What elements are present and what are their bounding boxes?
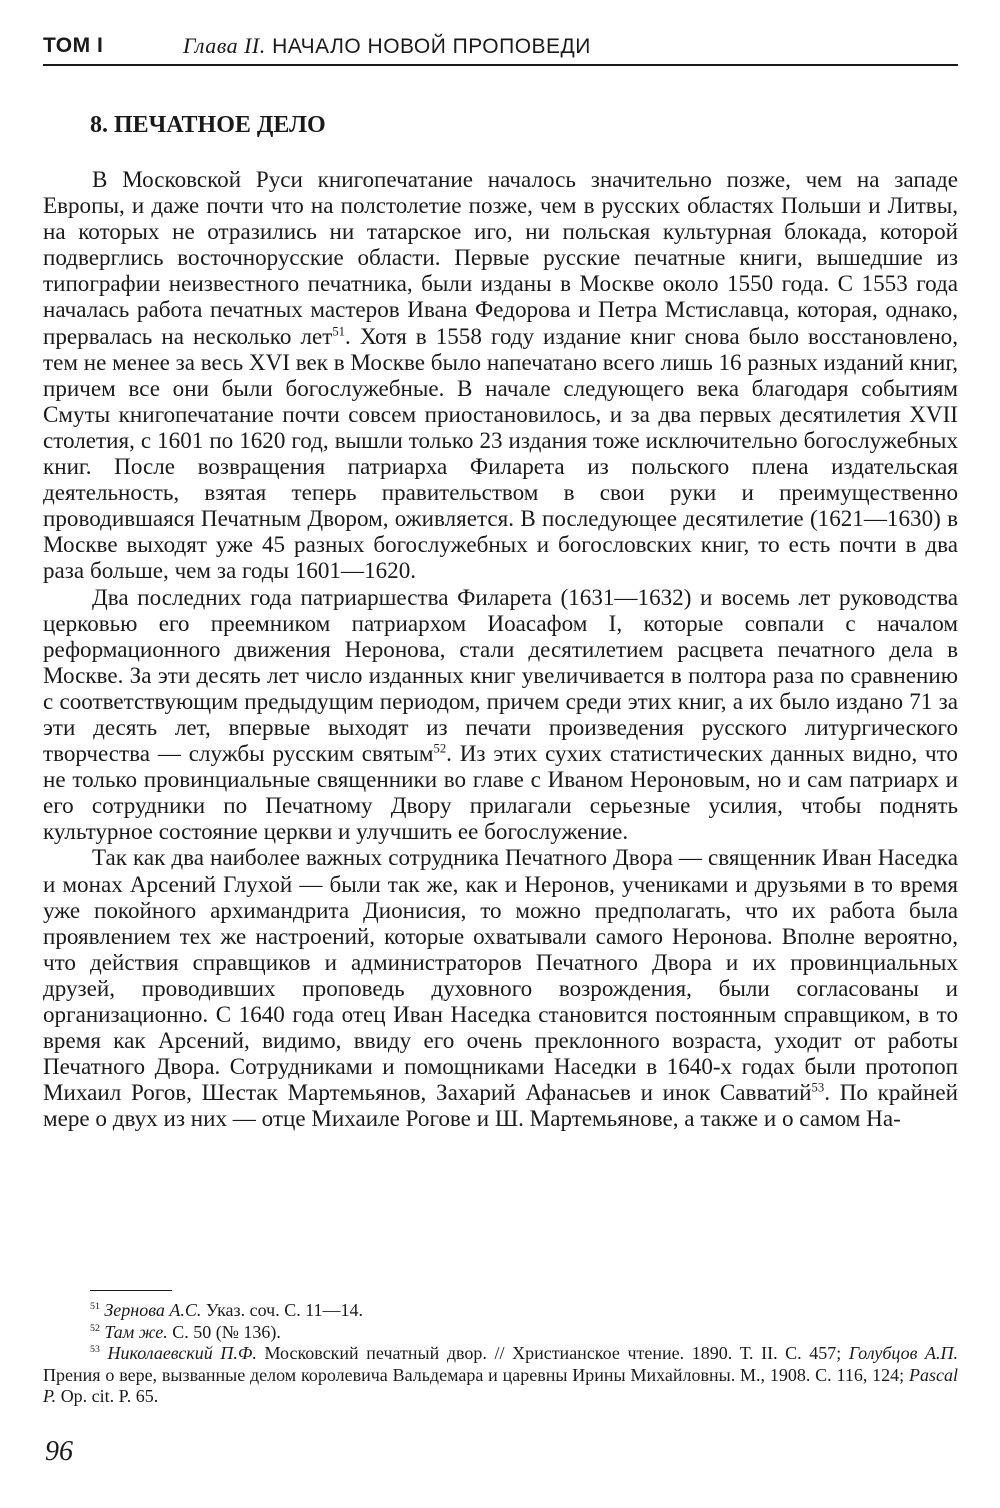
footnote-53-text-1: Московский печатный двор. // Христианское чтение. 1890. Т. II. С. 457; xyxy=(256,1343,849,1363)
footnote-divider xyxy=(90,1290,172,1291)
paragraph-3-text-b: . По крайней мере о двух из них — отце Михаиле Рогове и Ш. Мартемьянове, а также и о самом На- xyxy=(43,1079,958,1132)
paragraph-1-text-a: В Московской Руси книгопечатание началось значительно позже, чем на западе Европы, и даже почти что на полстолетие позже, чем в русских областях Польши и Литвы, на которых не отразились ни татарское иго, ни польская культурная блокада, которой подверглись восточнорусские области. Первые русские печатные книги, вышедшие из типографии неизвестного печатника, были изданы в Москве около 1550 года. С 1553 года началась работа печатных мастеров Ивана Федорова и Петра Мстиславца, которая, однако, прервалась на несколько лет xyxy=(43,166,958,349)
footnote-52-author: Там же. xyxy=(104,1321,168,1342)
paragraph-3-text-a: Так как два наиболее важных сотрудника Печатного Двора — священник Иван Наседка и монах Арсений Глухой — были так же, как и Неронов, учениками и друзьями в то время уже покойного архимандрита Дионисия, то можно предполагать, что их работа была проявлением тех же настроений, которые охватывали самого Неронова. Вполне вероятно, что действия справщиков и администраторов Печатного Двора и их провинциальных друзей, проводивших проповедь духовного возрождения, были согласованы и организационно. С 1640 года отец Иван Наседка становится постоянным справщиком, в то время как Арсений, видимо, ввиду его очень преклонного возраста, уходит от работы Печатного Двора. Сотрудниками и помощниками Наседки в 1640-х годах были протопоп Михаил Рогов, Шестак Мартемьянов, Захарий Афанасьев и инок Савватий xyxy=(43,844,958,1106)
chapter-title: НАЧАЛО НОВОЙ ПРОПОВЕДИ xyxy=(272,35,591,58)
footnote-53-author-1: Николаевский П.Ф. xyxy=(107,1343,257,1363)
footnote-51-number: 51 xyxy=(90,1301,100,1312)
paragraph-1-text-b: . Хотя в 1558 году издание книг снова было восстановлено, тем не менее за весь XVI век в Москве было напечатано всего лишь 16 разных изданий книг, причем все они были богослужебные. В начале следующего века благодаря событиям Смуты книгопечатание почти совсем приостановилось, и за два первых десятилетия XVII столетия, с 1601 по 1620 год, вышли только 23 издания тоже исключительно богослужебных книг. После возвращения патриарха Филарета из польского плена издательская деятельность, взятая теперь правительством в свои руки и преимущественно проводившаяся Печатным Двором, оживляется. В последующее десятилетие (1621—1630) в Москве выходят уже 45 разных богослужебных и богословских книг, то есть почти в два раза больше, чем за годы 1601—1620. xyxy=(43,322,958,584)
chapter-heading xyxy=(183,28,591,65)
footnote-53-author-2: Голубцов А.П. xyxy=(848,1343,958,1363)
footnote-53 xyxy=(43,1343,958,1408)
paragraph-2-text-b: . Из этих сухих статистических данных видно, что не только провинциальные священники во главе с Иваном Нероновым, но и сам патриарх и его сотрудники по Печатному Двору прилагали серьезные усилия, чтобы поднять культурное состояние церкви и улучшить ее богослужение. xyxy=(43,740,958,845)
footnote-52-text: С. 50 (№ 136). xyxy=(167,1321,281,1342)
paragraph-3 xyxy=(43,844,958,1131)
footnote-ref-52: 52 xyxy=(433,741,447,756)
footnote-53-text-3: Op. cit. P. 65. xyxy=(56,1386,159,1406)
chapter-prefix: Глава II. xyxy=(183,33,266,58)
paragraph-1 xyxy=(43,166,958,584)
footnote-51-text: Указ. соч. С. 11—14. xyxy=(201,1300,364,1320)
footnote-53-author-3: Pascal P. xyxy=(43,1364,958,1406)
footnote-51-author: Зернова А.С. xyxy=(104,1300,202,1320)
volume-label: ТОМ I xyxy=(43,34,104,57)
footnote-ref-53: 53 xyxy=(811,1080,825,1095)
paragraph-2-text-a: Два последних года патриаршества Филарета (1631—1632) и восемь лет руководства церковью его преемником патриархом Иоасафом I, которые совпали с началом реформационного движения Неронова, стали десятилетием расцвета печатного дела в Москве. За эти десять лет число изданных книг увеличивается в полтора раза по сравнению с соответствующим предыдущим периодом, причем среди этих книг, а их было издано 71 за эти десять лет, впервые выходят из печати произведения русского литургического творчества — службы русским святым xyxy=(43,583,958,767)
footnote-53-text-2: Прения о вере, вызванные делом королевича Вальдемара и царевны Ирины Михайловны. М., 1908. С. 116, 124; xyxy=(43,1364,909,1385)
footnote-ref-51: 51 xyxy=(332,323,345,338)
footnotes xyxy=(43,1300,958,1408)
paragraph-2 xyxy=(43,584,958,845)
footnote-52 xyxy=(43,1322,958,1344)
footnote-52-number: 52 xyxy=(90,1322,100,1334)
body-text xyxy=(43,166,958,1131)
section-title: 8. ПЕЧАТНОЕ ДЕЛО xyxy=(90,112,326,138)
footnote-53-number: 53 xyxy=(90,1344,100,1355)
footnote-51 xyxy=(43,1300,958,1322)
running-header xyxy=(43,28,958,66)
page-number: 96 xyxy=(45,1436,73,1467)
